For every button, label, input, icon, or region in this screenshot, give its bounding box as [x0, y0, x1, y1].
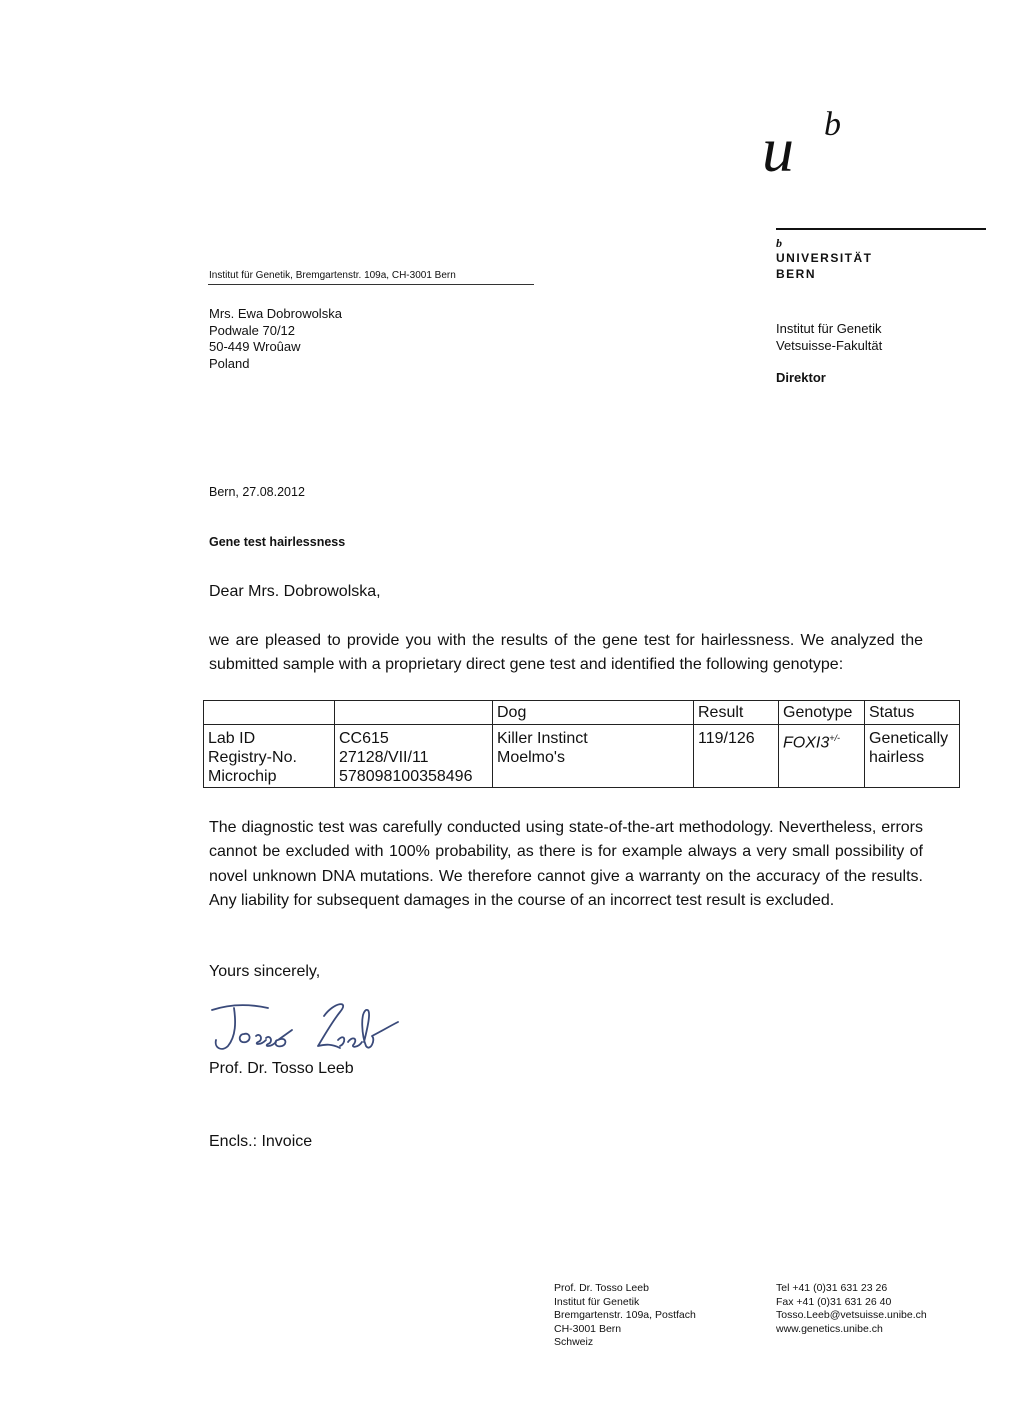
signature-image — [200, 996, 410, 1060]
dog-name-line-1: Killer Instinct — [497, 730, 588, 747]
value-registry-no: 27128/VII/11 — [339, 749, 429, 766]
recipient-address — [209, 306, 342, 372]
institute-line-1: Institut für Genetik — [776, 321, 882, 336]
sender-rule — [208, 284, 534, 285]
letter-subject: Gene test hairlessness — [209, 535, 346, 549]
label-registry-no: Registry-No. — [208, 749, 297, 766]
value-lab-id: CC615 — [339, 730, 389, 747]
director-label: Direktor — [776, 370, 826, 385]
genotype-superscript: +/- — [829, 733, 840, 743]
logo-mark-b: b — [824, 106, 841, 143]
status-cell — [865, 725, 960, 788]
footer-institute: Institut für Genetik — [554, 1295, 640, 1308]
footer-address — [554, 1282, 696, 1350]
logo-mark-u: u — [762, 114, 794, 185]
university-line-1: UNIVERSITÄT — [776, 251, 873, 265]
sender-address-line: Institut für Genetik, Bremgartenstr. 109a, CH-3001 Bern — [209, 270, 456, 281]
dog-name-line-2: Moelmo's — [497, 749, 565, 766]
footer-website: www.genetics.unibe.ch — [776, 1322, 883, 1335]
id-values-cell — [335, 725, 493, 788]
institute-info — [776, 320, 882, 354]
intro-paragraph: we are pleased to provide you with the results of the gene test for hairlessness. We analyzed the submitted sample with a proprietary direct gene test and identified the following genotype: — [209, 632, 923, 674]
university-name — [776, 250, 873, 282]
footer-city: CH-3001 Bern — [554, 1322, 622, 1335]
footer-email: Tosso.Leeb@vetsuisse.unibe.ch — [776, 1309, 927, 1322]
signer-name: Prof. Dr. Tosso Leeb — [209, 1060, 354, 1077]
header-genotype: Genotype — [779, 701, 865, 725]
id-labels-cell — [204, 725, 335, 788]
header-blank-1 — [204, 701, 335, 725]
genotype-value: FOXI3 — [783, 734, 830, 752]
genotype-cell — [779, 725, 865, 788]
results-table — [203, 700, 960, 788]
result-cell: 119/126 — [694, 725, 779, 788]
status-line-1: Genetically — [869, 730, 949, 747]
recipient-name: Mrs. Ewa Dobrowolska — [209, 306, 342, 321]
footer-fax: Fax +41 (0)31 631 26 40 — [776, 1295, 892, 1308]
disclaimer-paragraph: The diagnostic test was carefully conducted using state-of-the-art methodology. Nevertheless, errors cannot be excluded with 100% probability, as there is for example always a very small possibility of novel unknown DNA mutations. We therefore cannot give a warranty on the accuracy of the results. Any liability for subsequent damages in the course of an incorrect test result is excluded. — [209, 819, 923, 909]
footer-name: Prof. Dr. Tosso Leeb — [554, 1282, 649, 1294]
logo-rule — [776, 228, 986, 230]
footer-phone: Tel +41 (0)31 631 23 26 — [776, 1282, 888, 1294]
table-row — [204, 725, 960, 788]
footer-contact — [776, 1282, 927, 1336]
label-microchip: Microchip — [208, 768, 277, 785]
value-microchip: 578098100358496 — [339, 768, 473, 785]
recipient-street: Podwale 70/12 — [209, 322, 296, 338]
table-header-row — [204, 701, 960, 725]
dog-name-cell — [493, 725, 694, 788]
label-lab-id: Lab ID — [208, 730, 256, 747]
letter-date: Bern, 27.08.2012 — [209, 485, 305, 499]
institute-line-2: Vetsuisse-Fakultät — [776, 338, 883, 353]
enclosure: Encls.: Invoice — [209, 1133, 313, 1150]
recipient-city: 50-449 Wroûaw — [209, 339, 301, 354]
footer-country: Schweiz — [554, 1336, 594, 1349]
recipient-country: Poland — [209, 355, 250, 371]
status-line-2: hairless — [869, 749, 925, 766]
footer-street: Bremgartenstr. 109a, Postfach — [554, 1309, 696, 1322]
header-blank-2 — [335, 701, 493, 725]
logo-small-b: b — [776, 236, 782, 250]
salutation: Dear Mrs. Dobrowolska, — [209, 583, 381, 600]
closing: Yours sincerely, — [209, 963, 321, 980]
header-result: Result — [694, 701, 779, 725]
header-status: Status — [865, 701, 960, 725]
university-line-2: BERN — [776, 267, 817, 281]
header-dog: Dog — [493, 701, 694, 725]
